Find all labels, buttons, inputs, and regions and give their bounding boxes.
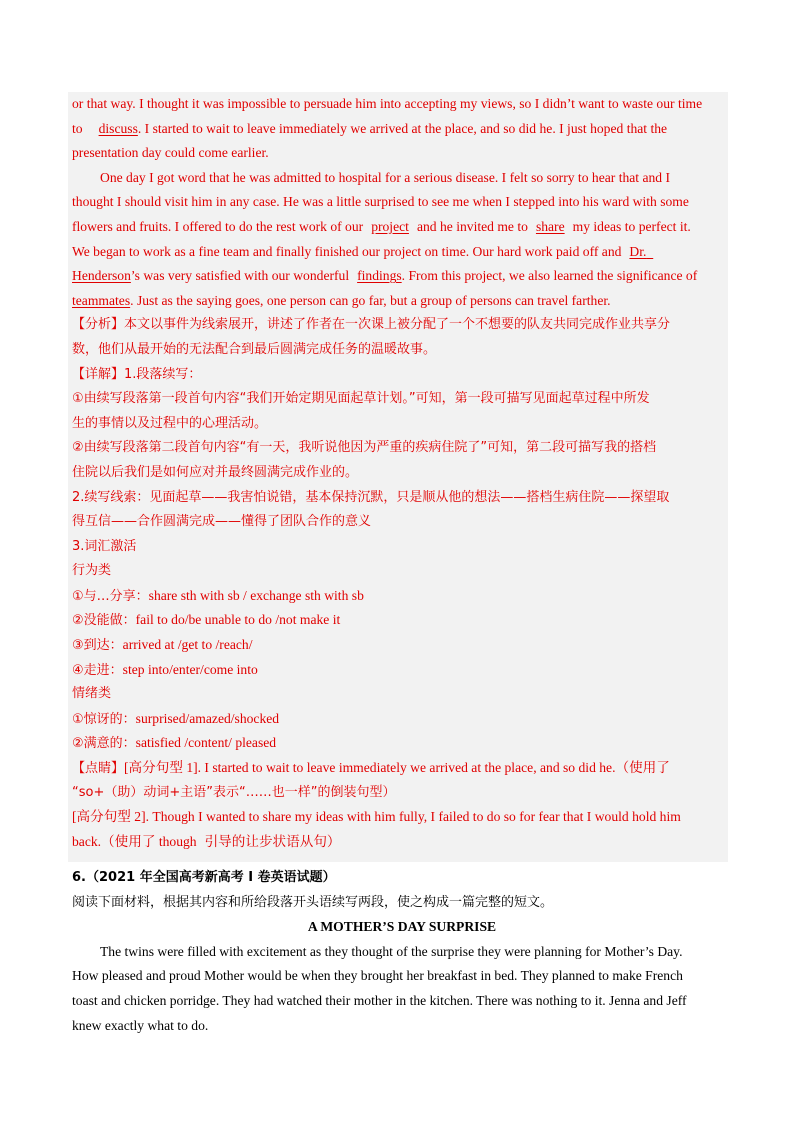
points-line	[72, 830, 732, 855]
detail-line: ②由续写段落第二段首句内容“有一天，我听说他因为严重的疾病住院了”可知，第二段可描写我的搭档	[72, 440, 657, 456]
text-segment: ’s was very satisfied with our wonderful	[130, 268, 350, 284]
vocab-item	[72, 731, 732, 756]
text-segment: flowers and fruits. I offered to do the rest work of our	[72, 218, 364, 234]
vocab-label: ②满意的：	[72, 736, 136, 752]
vocab-text: share sth with sb / exchange sth with sb	[148, 587, 364, 603]
vocab-text: satisfied /content/ pleased	[135, 735, 277, 751]
text-line	[72, 264, 732, 289]
vocab-text: step into/enter/come into	[122, 661, 258, 677]
passage-line: toast and chicken porridge. They had watched their mother in the kitchen. There was nothing to it. Jenna and Jeff	[72, 992, 687, 1008]
detail-line: 2.续写线索：见面起草——我害怕说错，基本保持沉默，只是顺从他的想法——搭档生病住院——探望取	[72, 489, 670, 505]
vocab-text: surprised/amazed/shocked	[135, 710, 280, 726]
vocab-label: ④走进：	[72, 662, 123, 678]
text-segment: and he invited me to	[416, 218, 528, 234]
vocab-item	[72, 608, 732, 633]
text-segment: . Just as the saying goes, one person can go far, but a group of persons can travel farther.	[130, 292, 611, 308]
text-segment: back.（使用了 though	[72, 833, 197, 849]
answer-section	[72, 92, 732, 854]
underlined-word-findings: findings	[357, 268, 402, 284]
vocab-text: fail to do/be unable to do /not make it	[135, 612, 341, 628]
vocab-item	[72, 658, 732, 683]
vocab-label: ③到达：	[72, 638, 123, 654]
text-segment: 引导的让步状语从句）	[204, 833, 341, 849]
passage-line: knew exactly what to do.	[72, 1017, 209, 1033]
text-line: One day I got word that he was admitted to hospital for a serious disease. I felt so sorry to hear that and I	[100, 169, 671, 185]
text-line	[72, 289, 732, 314]
vocab-category: 行为类	[72, 563, 112, 579]
points-label: 【点睛】	[72, 761, 125, 777]
detail-line: 得互信——合作圆满完成——懂得了团队合作的意义	[72, 514, 372, 530]
vocab-text: arrived at /get to /reach/	[122, 637, 253, 653]
vocab-label: ①惊讶的：	[72, 711, 136, 727]
passage-line: The twins were filled with excitement as they thought of the surprise they were planning for Mother’s Day.	[100, 943, 683, 959]
text-segment: We began to work as a fine team and finally finished our project on time. Our hard work paid off and	[72, 243, 622, 259]
detail-heading: 【详解】1.段落续写：	[72, 366, 202, 382]
question-number: 6.（2021 年全国高考新高考 I 卷英语试题）	[72, 870, 336, 885]
points-line: [高分句型 2]. Though I wanted to share my ideas with him fully, I failed to do so for fear that I would hold him	[72, 809, 681, 825]
underlined-word-discuss: discuss	[98, 120, 138, 136]
text-line: or that way. I thought it was impossible to persuade him into accepting my views, so I didn’t want to waste our time	[72, 96, 703, 111]
question-section	[72, 866, 732, 1038]
analysis-line: 数，他们从最开始的无法配合到最后圆满完成任务的温暖故事。	[72, 341, 437, 357]
text-line: thought I should visit him in any case. He was a little surprised to see me when I stepped into his ward with some	[72, 194, 689, 210]
detail-line: 3.词汇激活	[72, 538, 137, 554]
vocab-item	[72, 633, 732, 658]
underlined-word-teammates: teammates	[72, 292, 131, 308]
text-segment: [高分句型 1]. I started to wait to leave immediately we arrived at the place, and so did he.（使用了	[124, 760, 670, 776]
underlined-word-henderson: Henderson	[72, 268, 131, 284]
vocab-label: ①与…分享：	[72, 588, 149, 604]
vocab-item	[72, 707, 732, 732]
underlined-word-project: project	[371, 218, 409, 234]
points-line: “so+（助）动词+主语”表示“……也一样”的倒装句型）	[72, 784, 396, 800]
points-line	[72, 756, 732, 781]
question-instruction: 阅读下面材料，根据其内容和所给段落开头语续写两段，使之构成一篇完整的短文。	[72, 894, 554, 910]
text-segment: my ideas to perfect it.	[572, 218, 691, 234]
underlined-word-dr: Dr.	[629, 243, 647, 259]
text-segment: . From this project, we also learned the significance of	[401, 268, 698, 284]
underlined-word-share: share	[535, 218, 565, 234]
vocab-item	[72, 584, 732, 609]
text-segment: . I started to wait to leave immediately we arrived at the place, and so did he. I just hoped that the	[137, 120, 668, 136]
detail-line: 生的事情以及过程中的心理活动。	[72, 415, 268, 431]
analysis-line: 【分析】本文以事件为线索展开，讲述了作者在一次课上被分配了一个不想要的队友共同完成作业共享分	[72, 317, 671, 333]
detail-line: ①由续写段落第一段首句内容“我们开始定期见面起草计划。”可知，第一段可描写见面起草过程中所发	[72, 391, 650, 407]
text-line	[72, 240, 732, 265]
text-line	[72, 117, 732, 142]
detail-line: 住院以后我们是如何应对并最终圆满完成作业的。	[72, 464, 359, 480]
text-line	[72, 215, 732, 240]
passage-line: How pleased and proud Mother would be when they brought her breakfast in bed. They planned to make French	[72, 968, 683, 984]
passage-title: A MOTHER’S DAY SURPRISE	[307, 919, 497, 935]
vocab-label: ②没能做：	[72, 613, 136, 629]
vocab-category: 情绪类	[72, 686, 112, 702]
word: to	[72, 120, 83, 136]
text-line: presentation day could come earlier.	[72, 145, 269, 161]
